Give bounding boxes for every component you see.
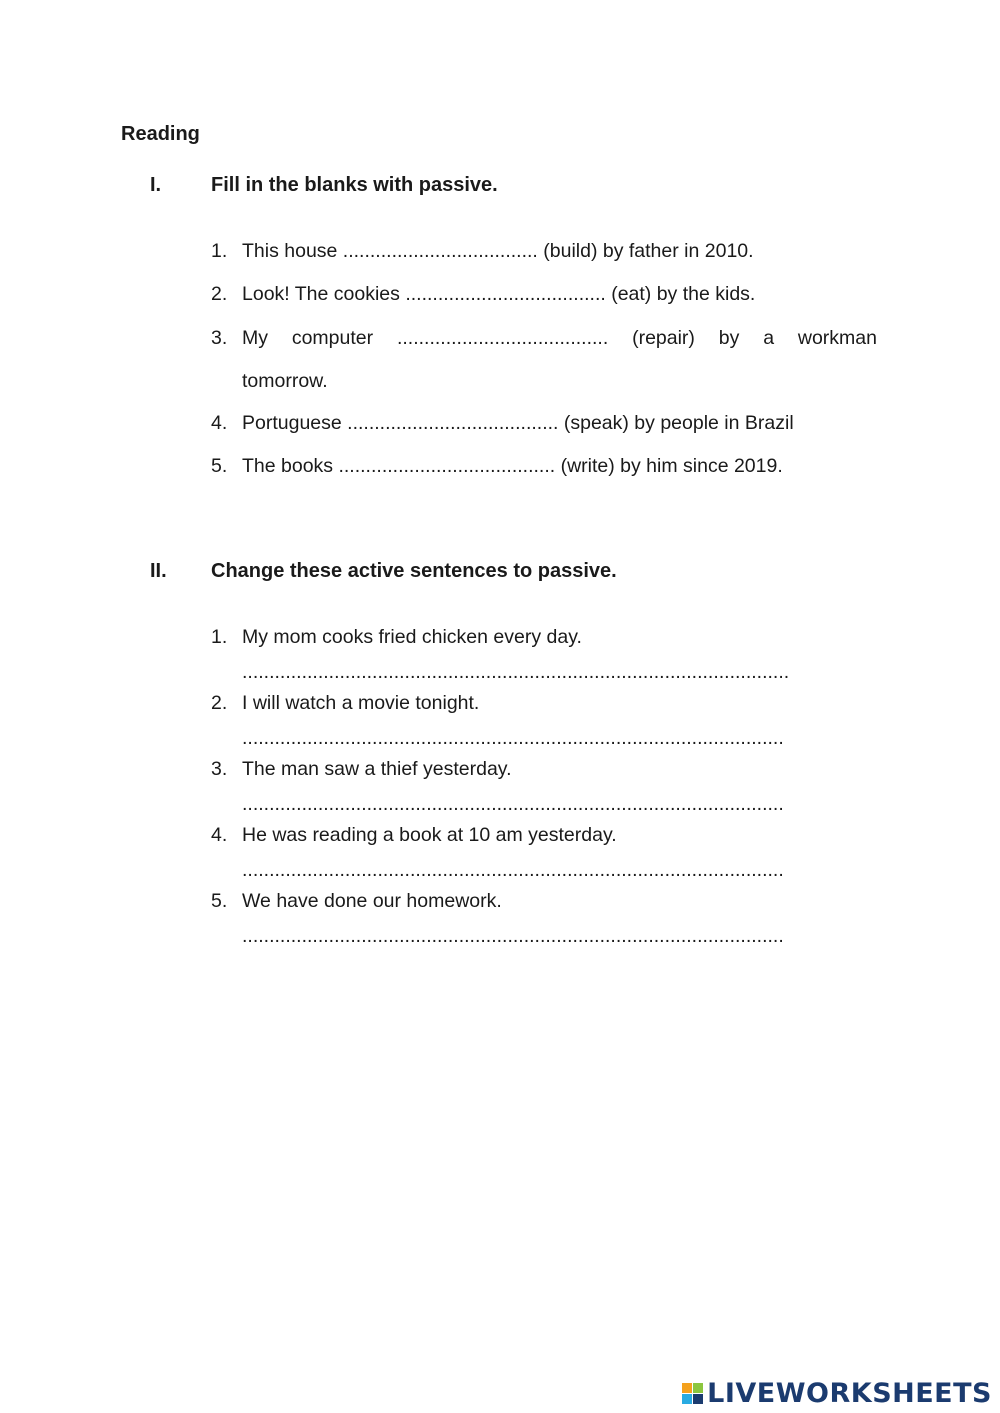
- item-text-justified: [242, 324, 877, 352]
- item-text: The books ........................................ (write) by him since 2019.: [242, 455, 783, 477]
- answer-line-1[interactable]: .....................................................................................................: [242, 662, 790, 682]
- answer-line-5[interactable]: ....................................................................................................: [242, 926, 784, 946]
- item-text: My mom cooks fried chicken every day.: [242, 626, 582, 648]
- liveworksheets-logo: [682, 1378, 992, 1409]
- section-1-title: Fill in the blanks with passive.: [211, 174, 498, 196]
- item-number: 4.: [211, 824, 228, 846]
- logo-square: [693, 1394, 703, 1404]
- section-2-title: Change these active sentences to passive.: [211, 560, 617, 582]
- item-word: workman: [797, 327, 877, 349]
- exercise-2-item-4: [211, 821, 877, 849]
- item-text: This house .................................... (build) by father in 2010.: [242, 240, 754, 262]
- logo-mark-icon: [682, 1383, 703, 1404]
- item-word: computer: [291, 327, 374, 349]
- item-number: 5.: [211, 890, 228, 912]
- logo-square: [693, 1383, 703, 1393]
- item-text: He was reading a book at 10 am yesterday.: [242, 824, 617, 846]
- exercise-1-item-3: [211, 324, 877, 395]
- item-text: I will watch a movie tonight.: [242, 692, 480, 714]
- section-2-heading: [150, 560, 617, 583]
- item-word: by: [718, 327, 740, 349]
- item-number: 1.: [211, 626, 228, 648]
- item-number: 1.: [211, 240, 228, 262]
- exercise-2-item-1: [211, 623, 877, 651]
- item-word: a: [763, 327, 775, 349]
- item-word: My: [242, 327, 268, 349]
- answer-line-2[interactable]: ....................................................................................................: [242, 728, 784, 748]
- exercise-1-item-4: [211, 409, 877, 437]
- item-number: 3.: [211, 327, 228, 349]
- item-blank: .......................................: [396, 327, 609, 349]
- exercise-1-item-2: [211, 280, 877, 308]
- item-text: Portuguese ....................................... (speak) by people in Brazil: [242, 412, 794, 434]
- section-2-numeral: II.: [150, 560, 167, 582]
- logo-text: LIVEWORKSHEETS: [707, 1378, 992, 1409]
- item-number: 2.: [211, 692, 228, 714]
- item-number: 2.: [211, 283, 228, 305]
- item-number: 5.: [211, 455, 228, 477]
- item-number: 4.: [211, 412, 228, 434]
- exercise-1-item-5: [211, 452, 877, 480]
- item-text: The man saw a thief yesterday.: [242, 758, 512, 780]
- exercise-1-item-1: [211, 237, 877, 265]
- logo-square: [682, 1394, 692, 1404]
- logo-square: [682, 1383, 692, 1393]
- item-word: (repair): [632, 327, 695, 349]
- page-title: Reading: [121, 123, 200, 145]
- item-text: Look! The cookies ..................................... (eat) by the kids.: [242, 283, 756, 305]
- answer-line-3[interactable]: ....................................................................................................: [242, 794, 784, 814]
- exercise-2-item-3: [211, 755, 877, 783]
- section-1-heading: [150, 174, 498, 197]
- item-number: 3.: [211, 758, 228, 780]
- exercise-2-item-5: [211, 887, 877, 915]
- answer-line-4[interactable]: ....................................................................................................: [242, 860, 784, 880]
- item-text: We have done our homework.: [242, 890, 502, 912]
- exercise-2-item-2: [211, 689, 877, 717]
- item-continuation: tomorrow.: [242, 370, 328, 392]
- section-1-numeral: I.: [150, 174, 162, 196]
